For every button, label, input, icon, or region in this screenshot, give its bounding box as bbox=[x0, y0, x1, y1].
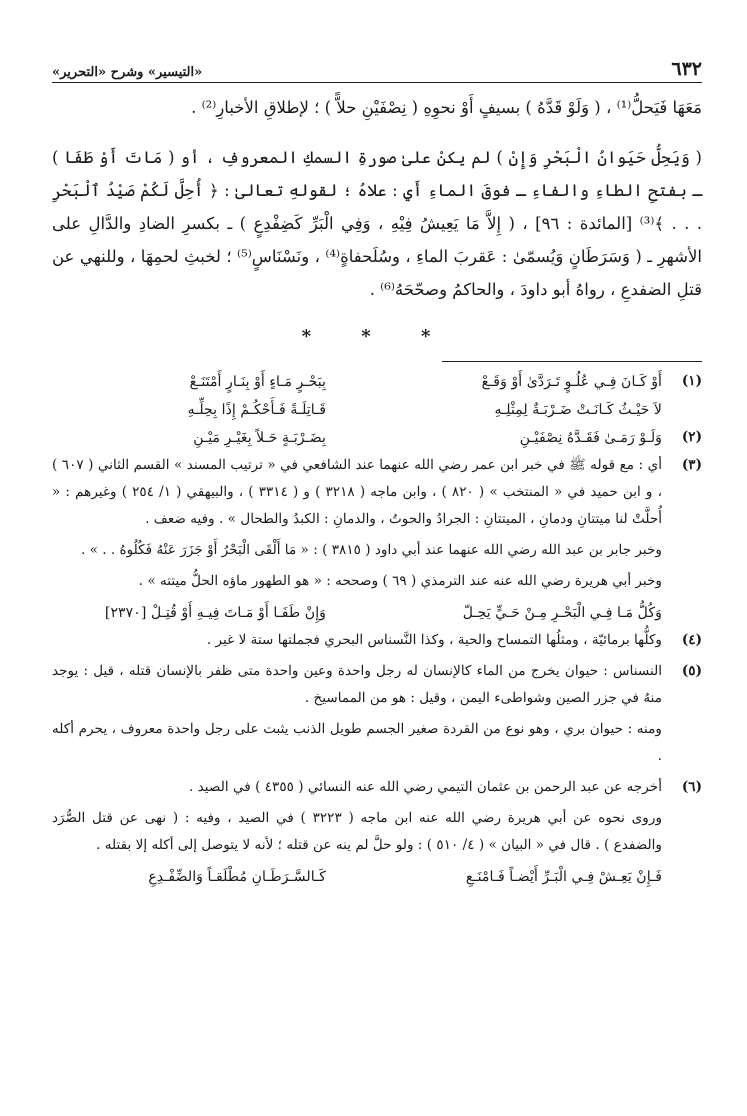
poem-line bbox=[52, 396, 662, 424]
footnote-6 bbox=[52, 774, 702, 891]
poem-hemistich: بِبَحْـرٍ مَـاءٍ أَوْ بِنَـارٍ أَمْتَنَـعْ bbox=[189, 374, 326, 390]
page-header bbox=[52, 52, 702, 83]
paragraph-1: مَعَهَا فَيَحلُّ⁽¹⁾ ، ( وَلَوْ قَدَّهُ ) بسيفٍ أَوْ نحوِهِ ( نِصْفَيْنِ حلاًّ ) ؛ لإطلاقِ الأخبارِ⁽²⁾ . bbox=[191, 98, 702, 117]
paragraph-2: ( وَيَحِلُّ حَيَوانُ الْبَحْرِ وَإِنْ ) لم يكنْ علىٰ صورةِ السمكِ المعروفِ ، أو ( مَاتَ أَوْ طَفَا ) ـ بفتحِ الطاءِ والفاءِ ـ فوقَ الماءِ أَي : علاهُ ؛ لقولهِ تعالىٰ : ﴿ أُحِلَّ لَكُمْ صَيْدُ ٱلْبَحْرِ . . . ﴾⁽³⁾ [المائدة : ٩٦] ، ( إِلاَّ مَا يَعِيشُ فِيْهِ ، وَفِي الْبَرِّ كَضِفْدِعٍ ) ـ بكسرِ الضادِ والدَّالِ على الأشهرِ ـ ( وَسَرَطَانٍ وَيُسمّىٰ : عَقربَ الماءِ ، وسُلَحفاةٍ⁽⁴⁾ ، ونَسْنَاسٍ⁽⁵⁾ ؛ لخبثِ لحمِهَا ، وللنهي عن قتلِ الضفدعِ ، رواهُ أبو داودَ ، والحاكمُ وصحّحَهُ⁽⁶⁾ . bbox=[52, 148, 703, 299]
footnotes bbox=[52, 368, 702, 891]
poem-hemistich: أَوْ كَـانَ فِـي عُلُـوٍ تَـرَدَّىٰ أَوْ وَقَـعْ bbox=[481, 374, 662, 390]
footnote-number: (٣) bbox=[681, 457, 702, 473]
footnote-text: وخبر جابر بن عبد الله رضي الله عنهما عند أبي داود ( ٣٨١٥ ) : « مَا أَلْقَى الْبَحْرُ أَوْ جَزَرَ عَنْهُ فَكُلُوهُ . . » . bbox=[80, 542, 662, 558]
footnote-text: النسناس : حيوان يخرج من الماء كالإنسان له رجل واحدة وعين واحدة متى ظفر بالإنسان قتله ، قيل : يوجد منهُ في جزر الصين وشواطىء اليمن ، وقيل : هو من المماسيخ . bbox=[52, 663, 662, 706]
footnote-text: أي : مع قوله ﷺ في خبر ابن عمر رضي الله عنهما عند الشافعي في « ترتيب المسند » القسم الثاني ( ٦٠٧ ) ، و ابن حميد في « المنتخب » ( ٨٢٠ ) ، وابن ماجه ( ٣٢١٨ ) و ( ٣٣١٤ ) ، والبيهقي ( ١/ ٢٥٤ ) وغيرهم : « أُحلَّتْ لنا ميتتانِ ودمانِ ، الميتتانِ : الجرادُ والحوتُ ، والدمانِ : الكبدُ والطحال » . وفيه ضعف . bbox=[52, 457, 662, 527]
poem-hemistich: فَـإِنْ يَعِـشْ فِـي الْبَـرِّ أَيْضـاً فَـامْنَـعِ bbox=[465, 869, 662, 885]
footnote-1 bbox=[52, 368, 702, 424]
poem-line bbox=[52, 599, 662, 627]
poem-hemistich: وَكُلُّ مَـا فِـي الْبَحْـرِ مِـنْ حَـيٍّ يَحِـلّ bbox=[462, 605, 662, 621]
section-separator: * * * bbox=[301, 326, 453, 347]
poem-hemistich: وَلَـوْ رَمَـىٰ فَقَـدَّهُ نِصْفَيْـنِ bbox=[519, 430, 662, 446]
footnote-5 bbox=[52, 658, 702, 774]
footnote-3 bbox=[52, 452, 702, 627]
poem-hemistich: قَـاتِلَـةً فَـأَحْكُـمْ إِذًا بِحِلِّـهِ bbox=[187, 402, 326, 418]
poem-hemistich: كَـالسَّـرَطَـانِ مُطْلَقـاً وَالضِّفْـدِعِ bbox=[148, 869, 326, 885]
footnote-number: (٤) bbox=[681, 632, 702, 648]
footnote-number: (٢) bbox=[681, 429, 702, 445]
footnote-2 bbox=[52, 424, 702, 452]
footnote-text: ومنه : حيوان بري ، وهو نوع من القردة صغير الجسم طويل الذنب يثبت على رجل واحدة معروف ، يحرم أكله . bbox=[52, 721, 662, 764]
footnote-text: أخرجه عن عبد الرحمن بن عثمان التيمي رضي الله عنه النسائي ( ٤٣٥٥ ) في الصيد . bbox=[189, 779, 662, 795]
poem-line bbox=[52, 368, 662, 396]
footnote-text: وكلُّها برمائيّة ، ومثلُها التمساح والحية ، وكذا النَّسناس البحري فجملتها ستة لا غير . bbox=[206, 632, 662, 648]
footnote-4 bbox=[52, 627, 702, 658]
running-title: «التيسير» وشرح «التحرير» bbox=[52, 65, 203, 80]
footnote-number: (٥) bbox=[681, 663, 702, 679]
poem-hemistich: بِضَـرْبَـةٍ حَـلاً بِغَيْـرِ مَيْـنِ bbox=[193, 430, 326, 446]
poem-line bbox=[52, 424, 662, 452]
poem-hemistich: لاَ حَيْـثُ كَـانَـتْ ضَـرْبَـةٌ لِمِثْلِـهِ bbox=[494, 402, 662, 418]
footnote-number: (١) bbox=[681, 373, 702, 389]
footnote-text: وروى نحوه عن أبي هريرة رضي الله عنه ابن ماجه ( ٣٢٢٣ ) في الصيد ، وفيه : ( نهى عن قتل الصُّرَد والضفدع ) . قال في « البيان » ( ٤/ ٥١٠ ) : ولو حلَّ لم ينه عن قتله ؛ لأنه لا يتوصل إلى أكله إلا بقتله . bbox=[52, 810, 663, 853]
footnote-rule bbox=[442, 361, 702, 362]
page-number: ٦٣٢ bbox=[671, 58, 702, 80]
footnote-text: وخبر أبي هريرة رضي الله عنه عند الترمذي ( ٦٩ ) وصححه : « هو الطهور ماؤه الحلُّ ميتته » . bbox=[138, 573, 662, 589]
main-text bbox=[52, 91, 702, 306]
footnote-number: (٦) bbox=[681, 779, 702, 795]
book-page bbox=[52, 52, 702, 891]
poem-hemistich: وَإِنْ طَفَـا أَوْ مَـاتَ فِيـهِ أَوْ قُتِـلْ [٢٣٧٠] bbox=[104, 605, 326, 621]
poem-line bbox=[52, 863, 662, 891]
